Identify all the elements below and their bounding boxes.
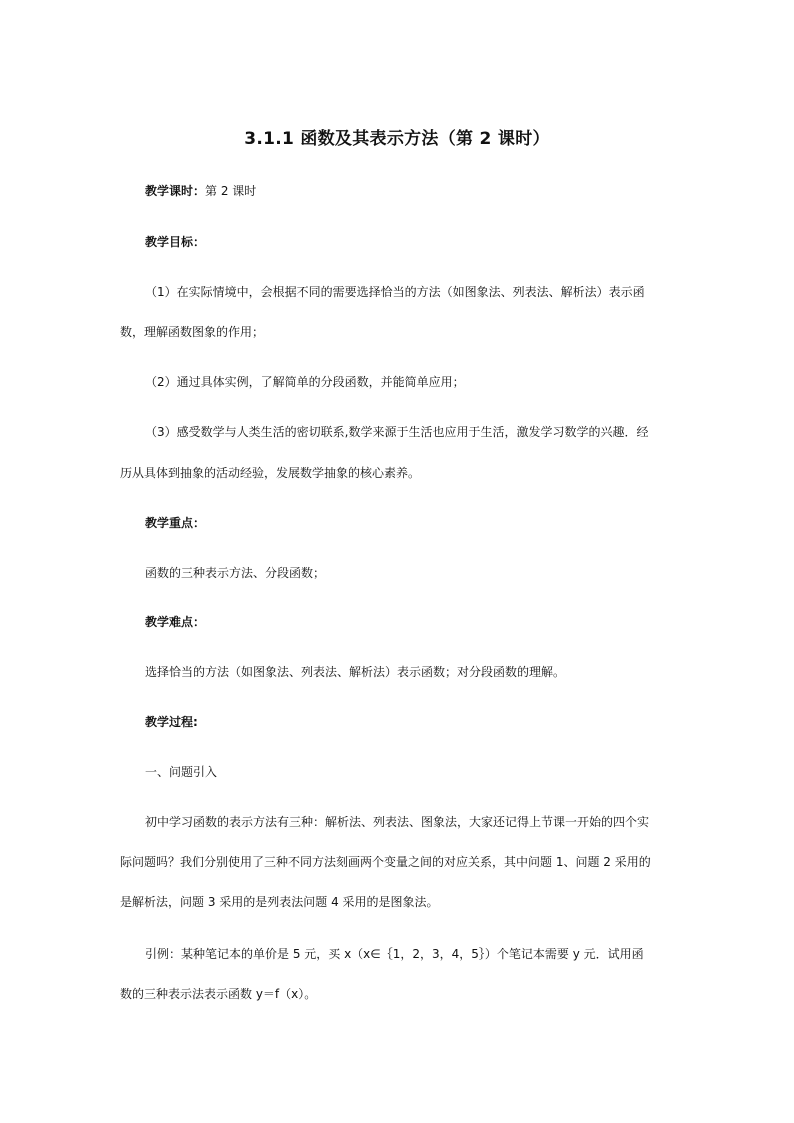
objective-1-line-2: 数，理解函数图象的作用； xyxy=(120,325,265,339)
class-hours-label: 教学课时： xyxy=(145,184,206,198)
intro-paragraph-line-3: 是解析法，问题 3 采用的是列表法问题 4 采用的是图象法。 xyxy=(120,895,439,909)
objective-3-line-1: （3）感受数学与人类生活的密切联系,数学来源于生活也应用于生活，激发学习数学的兴趣．经 xyxy=(145,425,649,439)
section-1-heading: 一、问题引入 xyxy=(145,765,218,779)
class-hours-line xyxy=(145,183,680,199)
intro-paragraph-line-2: 际问题吗？我们分别使用了三种不同方法刻画两个变量之间的对应关系，其中问题 1、问题 2 采用的 xyxy=(120,855,651,869)
difficulties-text: 选择恰当的方法（如图象法、列表法、解析法）表示函数；对分段函数的理解。 xyxy=(145,665,566,679)
example-line-2: 数的三种表示法表示函数 y＝f（x）。 xyxy=(120,987,317,1001)
example-line-1: 引例：某种笔记本的单价是 5 元，买 x（x∈｛1，2，3，4，5｝）个笔记本需要 y 元．试用函 xyxy=(145,947,644,961)
objective-2: （2）通过具体实例，了解简单的分段函数，并能简单应用； xyxy=(145,375,465,389)
page-title: 3.1.1 函数及其表示方法（第 2 课时） xyxy=(244,129,550,149)
objectives-heading: 教学目标： xyxy=(145,235,206,249)
class-hours-value: 第 2 课时 xyxy=(205,184,257,198)
objective-1-line-1: （1）在实际情境中，会根据不同的需要选择恰当的方法（如图象法、列表法、解析法）表示函 xyxy=(145,285,645,299)
process-heading: 教学过程: xyxy=(145,715,198,729)
key-points-heading: 教学重点： xyxy=(145,516,206,530)
key-points-text: 函数的三种表示方法、分段函数； xyxy=(145,566,326,580)
intro-paragraph-line-1: 初中学习函数的表示方法有三种：解析法、列表法、图象法，大家还记得上节课一开始的四个实 xyxy=(145,815,650,829)
difficulties-heading: 教学难点： xyxy=(145,615,206,629)
objective-3-line-2: 历从具体到抽象的活动经验，发展数学抽象的核心素养。 xyxy=(120,466,421,480)
